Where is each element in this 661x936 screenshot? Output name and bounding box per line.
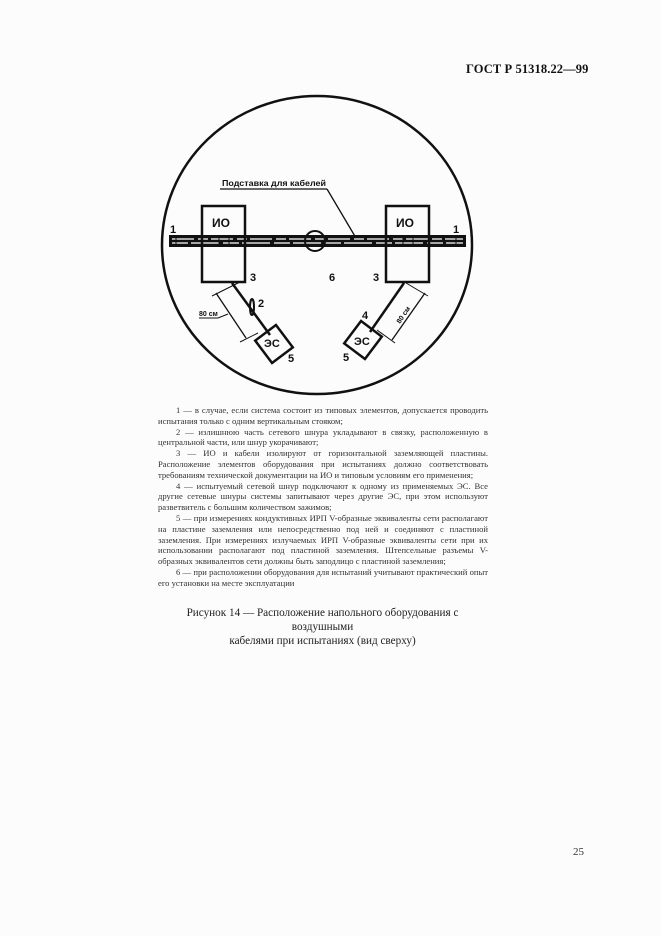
callout-1-right: 1 (453, 224, 460, 236)
callout-3-right: 3 (373, 272, 380, 284)
callout-1-left: 1 (170, 224, 177, 236)
legend-item: 1 — в случае, если система состоит из типовых элементов, допускается проводить испытания только с одним вертикальным стояком; (158, 405, 488, 426)
right-es-label: ЭС (354, 336, 370, 348)
cable-stand (169, 235, 466, 247)
figure-caption (160, 606, 485, 648)
caption-line-1: Рисунок 14 — Расположение напольного оборудования с воздушными (186, 607, 459, 633)
callout-6-center: 6 (329, 272, 336, 284)
left-distance-label: 80 см (199, 311, 218, 318)
right-eut-label: ИО (396, 216, 414, 230)
stand-label: Подставка для кабелей (222, 178, 326, 188)
left-eut-label: ИО (212, 216, 230, 230)
document-code: ГОСТ Р 51318.22—99 (466, 62, 589, 76)
figure-legend (158, 405, 488, 589)
right-distance-label: 80 см (395, 305, 413, 326)
callout-5-right: 5 (343, 352, 350, 364)
legend-item: 4 — испытуемый сетевой шнур подключают к одному из применяемых ЭС. Все другие сетевые шнуры системы запитывают через другие ЭС, при этом используют разветвитель с большим количеством зажимов; (158, 480, 488, 513)
callout-5-left: 5 (288, 353, 295, 365)
legend-item: 3 — ИО и кабели изолируют от горизонтальной заземляющей пластины. Расположение элементов оборудования при испытаниях должно соответствовать требованиям технической документации на ИО и типовым условиям его применения; (158, 448, 488, 480)
legend-item: 5 — при измерениях кондуктивных ИРП V-образные эквиваленты сети располагают на пластине заземления или непосредственно под ней и соединяют с пластиной заземления. При измерениях излучаемых ИРП V-образные эквиваленты сети при их использовании располагают под пластиной заземления. Штепсельные разъемы V-образных эквивалентов сети должны быть заподлицо с пластиной заземления; (158, 512, 488, 567)
left-es-label: ЭС (264, 338, 280, 350)
callout-4: 4 (362, 310, 369, 322)
callout-2: 2 (258, 298, 265, 310)
legend-item: 2 — излишнюю часть сетевого шнура укладывают в связку, расположенную в центральной части, или шнур укорачивают; (158, 426, 488, 448)
legend-item: 6 — при расположении оборудования для испытаний учитывают практический опыт его установки на месте эксплуатации (158, 566, 488, 588)
page-number: 25 (573, 846, 584, 858)
caption-line-2: кабелями при испытаниях (вид сверху) (229, 635, 416, 647)
floor-layout-diagram (0, 0, 661, 400)
callout-3-left: 3 (250, 272, 257, 284)
